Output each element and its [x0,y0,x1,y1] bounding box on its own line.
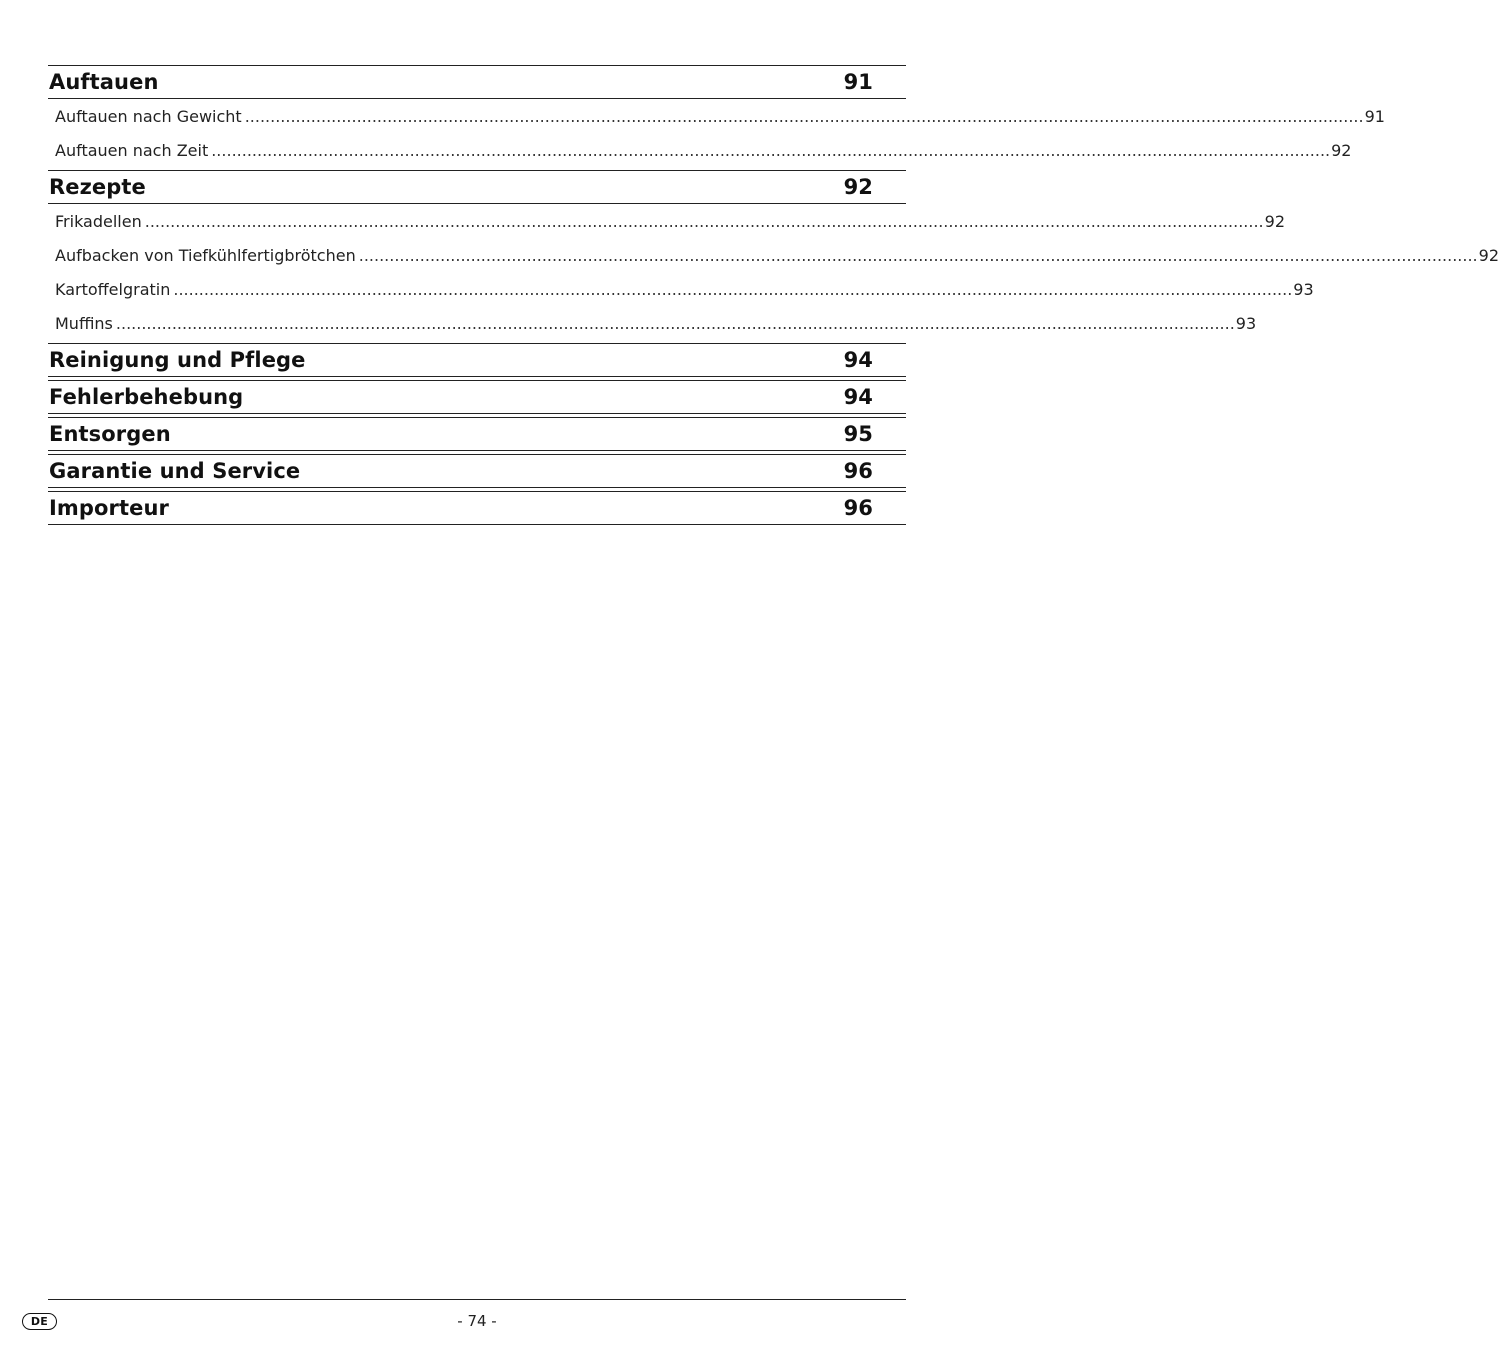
section-title: Importeur [49,496,169,520]
section-title: Fehlerbehebung [49,385,244,409]
page-number: - 74 - [457,1312,497,1330]
section-heading-rezepte[interactable] [48,170,906,204]
footer-divider [48,1299,906,1300]
section-page-number: 92 [843,175,873,199]
entry-page-number: 93 [1235,313,1257,333]
entry-page-number: 92 [1331,140,1352,160]
section-page-number: 91 [843,70,873,94]
language-badge: DE [22,1313,57,1330]
section-title: Rezepte [49,175,146,199]
dot-leader: ............................................................................................................................................................................................................................ [211,141,1331,160]
section-title: Reinigung und Pflege [49,348,306,372]
section-title: Garantie und Service [49,459,301,483]
entry-page-number: 92 [1478,245,1499,265]
entry-page-number: 92 [1264,211,1285,231]
toc-entry[interactable] [48,99,1385,133]
dot-leader: ............................................................................................................................................................................................................................ [358,246,1478,265]
section-page-number: 94 [843,348,873,372]
dot-leader: ............................................................................................................................................................................................................................ [244,107,1364,126]
entry-label: Kartoffelgratin [55,279,171,299]
entry-label: Auftauen nach Zeit [55,140,209,160]
dot-leader: ............................................................................................................................................................................................................................ [173,280,1293,299]
table-of-contents [48,65,1499,525]
section-entries [48,99,1385,167]
entry-label: Auftauen nach Gewicht [55,106,242,126]
entry-label: Aufbacken von Tiefkühlfertigbrötchen [55,245,356,265]
dot-leader: ............................................................................................................................................................................................................................ [144,212,1264,231]
section-entries [48,204,1499,340]
section-title: Entsorgen [49,422,171,446]
section-heading-fehlerbehebung[interactable] [48,380,906,414]
toc-entry[interactable] [48,272,1314,306]
section-page-number: 96 [843,496,873,520]
toc-entry[interactable] [48,204,1285,238]
section-heading-reinigung-und-pflege[interactable] [48,343,906,377]
section-heading-importeur[interactable] [48,491,906,525]
section-page-number: 94 [843,385,873,409]
entry-label: Muffins [55,313,113,333]
section-title: Auftauen [49,70,159,94]
section-heading-entsorgen[interactable] [48,417,906,451]
section-heading-garantie-und-service[interactable] [48,454,906,488]
toc-entry[interactable] [48,306,1257,340]
entry-label: Frikadellen [55,211,142,231]
dot-leader: ............................................................................................................................................................................................................................ [115,314,1235,333]
section-heading-auftauen[interactable] [48,65,906,99]
section-page-number: 95 [843,422,873,446]
entry-page-number: 93 [1293,279,1314,299]
toc-entry[interactable] [48,238,1499,272]
entry-page-number: 91 [1364,106,1385,126]
section-page-number: 96 [843,459,873,483]
toc-entry[interactable] [48,133,1352,167]
